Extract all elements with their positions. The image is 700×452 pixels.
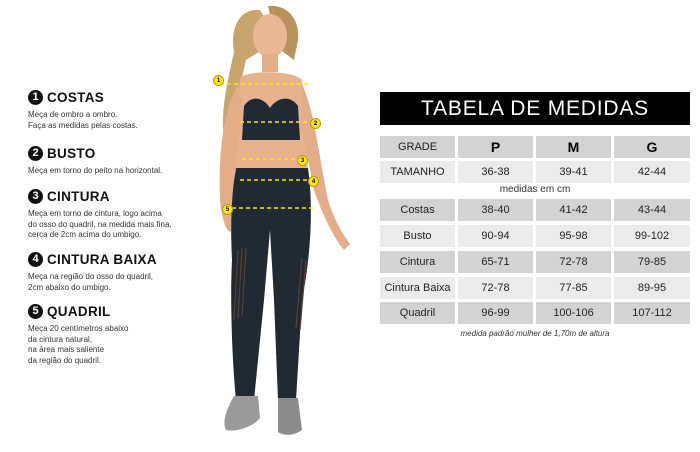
row-label: Costas [380, 199, 455, 221]
table-row-cintura-baixa [380, 277, 690, 299]
step-title: CINTURA BAIXA [47, 251, 157, 267]
cell-value: 39-41 [536, 161, 611, 183]
header-size-g: G [614, 136, 690, 158]
marker-1-icon: 1 [213, 75, 224, 86]
marker-2-icon: 2 [310, 118, 321, 129]
cell-value: 99-102 [614, 225, 690, 247]
table-row-busto [380, 225, 690, 247]
cell-value: 77-85 [536, 277, 611, 299]
header-grade-cell: GRADE [380, 136, 455, 158]
row-label: Cintura Baixa [380, 277, 455, 299]
cell-value: 89-95 [614, 277, 690, 299]
cell-value: 41-42 [536, 199, 611, 221]
table-row-quadril [380, 302, 690, 324]
model-silhouette [168, 0, 378, 452]
row-label: TAMANHO [380, 161, 455, 183]
cell-value: 43-44 [614, 199, 690, 221]
table-row-costas [380, 199, 690, 221]
step-description: Meça em torno do peito na horizontal. [28, 166, 163, 175]
table-header-row [380, 136, 690, 158]
cell-value: 72-78 [536, 251, 611, 273]
step-number-icon: 2 [28, 146, 43, 161]
table-footnote: medida padrão mulher de 1,70m de altura [460, 329, 610, 338]
step-description: Meça 20 centímetros abaixo da cintura natural, na área mais saliente da região do quadril. [28, 324, 129, 365]
cell-value: 65-71 [458, 251, 533, 273]
model-figure [168, 0, 378, 452]
step-number-icon: 4 [28, 252, 43, 267]
step-description: Meça em torno de cintura, logo acima do osso do quadril, na medida mais fina, cerca de 2cm acima do umbigo. [28, 209, 172, 239]
cell-value: 107-112 [614, 302, 690, 324]
marker-4-icon: 4 [308, 176, 319, 187]
marker-3-icon: 3 [297, 155, 308, 166]
table-row-cintura [380, 251, 690, 273]
step-title: QUADRIL [47, 303, 111, 319]
cell-value: 79-85 [614, 251, 690, 273]
table-row-tamanho [380, 161, 690, 183]
step-description: Meça de ombro a ombro. Faça as medidas pelas costas. [28, 110, 138, 130]
cell-value: 95-98 [536, 225, 611, 247]
step-title: BUSTO [47, 145, 96, 161]
unit-note: medidas em cm [499, 184, 571, 195]
cell-value: 38-40 [458, 199, 533, 221]
marker-5-icon: 5 [222, 204, 233, 215]
header-size-p: P [458, 136, 533, 158]
cell-value: 100-106 [536, 302, 611, 324]
cell-value: 72-78 [458, 277, 533, 299]
row-label: Cintura [380, 251, 455, 273]
cell-value: 36-38 [458, 161, 533, 183]
cell-value: 90-94 [458, 225, 533, 247]
step-title: COSTAS [47, 89, 105, 105]
step-number-icon: 5 [28, 304, 43, 319]
step-description: Meça na região do osso do quadril, 2cm abaixo do umbigo. [28, 272, 153, 292]
cell-value: 42-44 [614, 161, 690, 183]
step-number-icon: 1 [28, 90, 43, 105]
row-label: Quadril [380, 302, 455, 324]
row-label: Busto [380, 225, 455, 247]
table-title: TABELA DE MEDIDAS [380, 92, 690, 125]
header-size-m: M [536, 136, 611, 158]
step-title: CINTURA [47, 188, 110, 204]
step-number-icon: 3 [28, 189, 43, 204]
cell-value: 96-99 [458, 302, 533, 324]
